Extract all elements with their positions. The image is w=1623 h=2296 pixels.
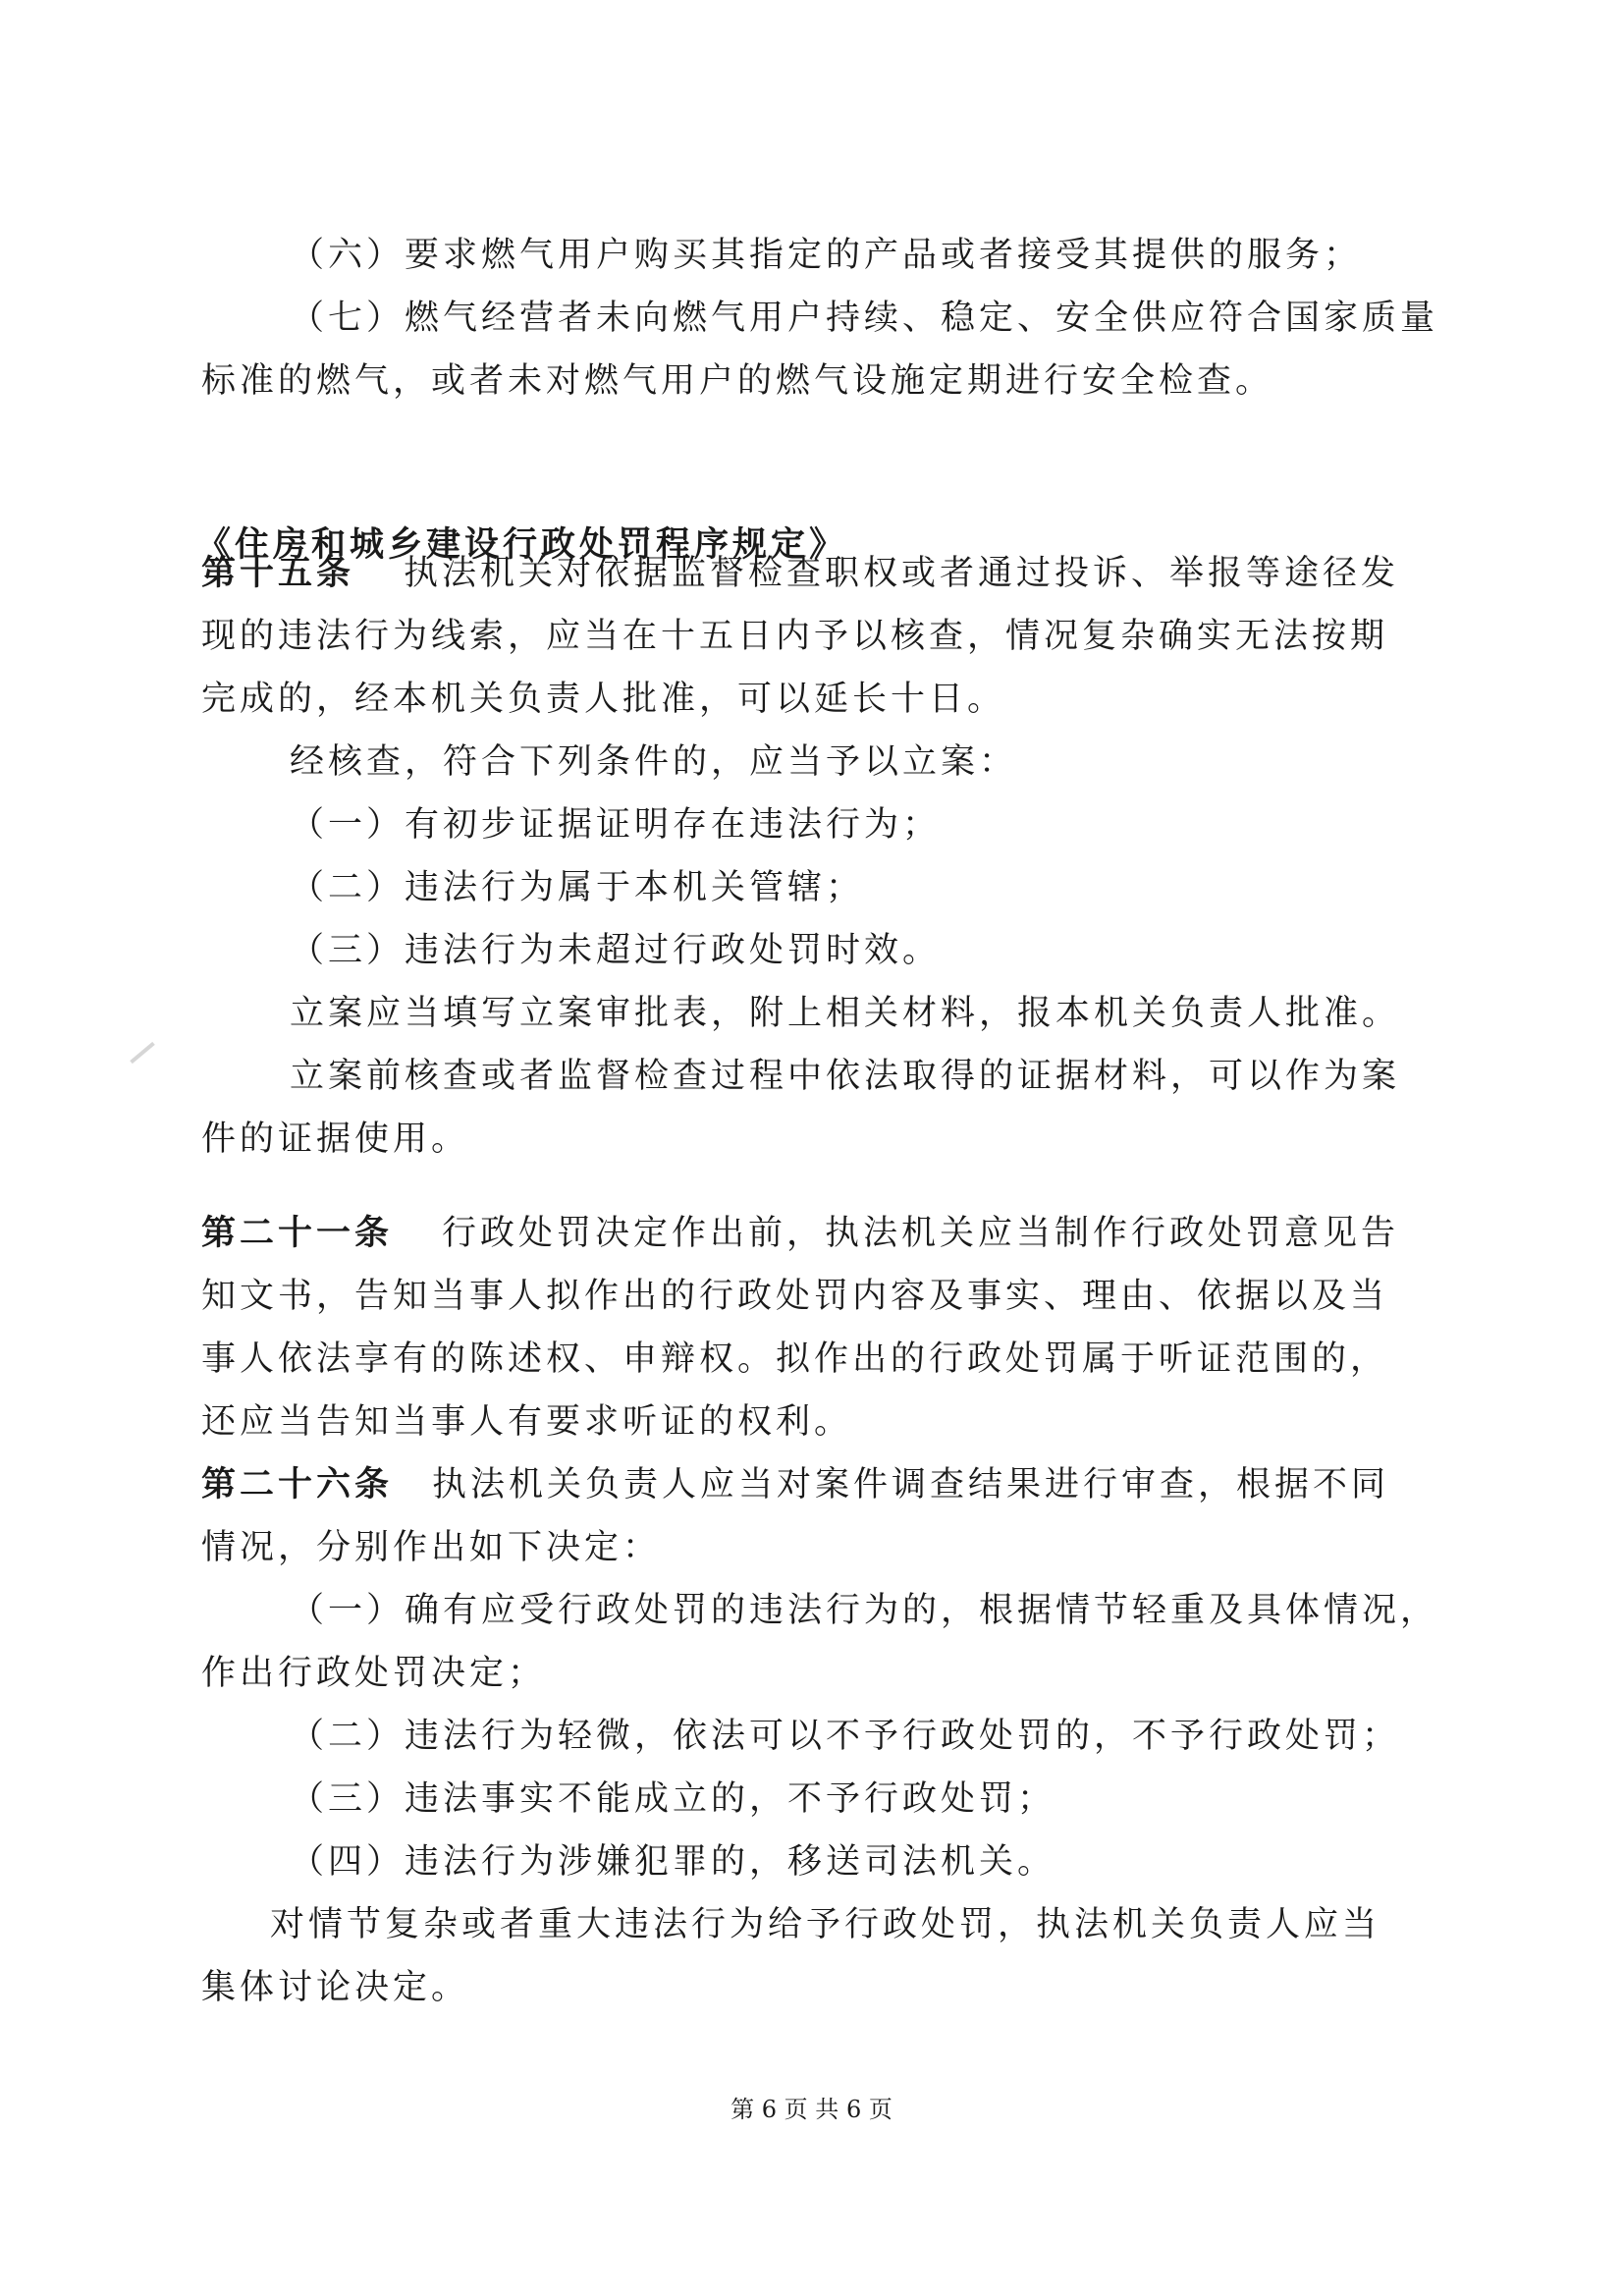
article-text: 行政处罚决定作出前，执法机关应当制作行政处罚意见告 — [442, 1214, 1400, 1253]
paragraph: 经核查，符合下列条件的，应当予以立案： — [290, 742, 1018, 782]
paragraph: 立案应当填写立案审批表，附上相关材料，报本机关负责人批准。 — [290, 994, 1401, 1033]
list-item: （三）违法行为未超过行政处罚时效。 — [290, 931, 942, 970]
article-15 — [201, 542, 1419, 1171]
paragraph: 对情节复杂或者重大违法行为给予行政处罚，执法机关负责人应当 — [270, 1905, 1381, 1944]
article-label: 第十五条 — [201, 553, 355, 593]
article-label: 第二十六条 — [201, 1464, 394, 1504]
article-text: 知文书，告知当事人拟作出的行政处罚内容及事实、理由、依据以及当 — [201, 1277, 1389, 1316]
page-footer: 第 6 页 共 6 页 — [730, 2096, 893, 2123]
article-26 — [201, 1453, 1439, 2019]
previous-section — [201, 224, 1439, 412]
list-item: （四）违法行为涉嫌犯罪的，移送司法机关。 — [290, 1842, 1056, 1882]
list-item: （六）要求燃气用户购买其指定的产品或者接受其提供的服务； — [290, 236, 1363, 275]
list-item: （二）违法行为属于本机关管辖； — [290, 868, 865, 907]
article-text: 现的违法行为线索，应当在十五日内予以核查，情况复杂确实无法按期 — [201, 617, 1389, 656]
article-text: 还应当告知当事人有要求听证的权利。 — [201, 1402, 853, 1442]
list-item-continuation: 标准的燃气，或者未对燃气用户的燃气设施定期进行安全检查。 — [201, 361, 1274, 401]
article-text: 执法机关负责人应当对案件调查结果进行审查，根据不同 — [432, 1465, 1390, 1504]
regulation-title: 《住房和城乡建设行政处罚程序规定》 — [196, 524, 848, 565]
list-item: （一）确有应受行政处罚的违法行为的，根据情节轻重及具体情况， — [290, 1591, 1439, 1630]
article-text: 情况，分别作出如下决定： — [201, 1528, 662, 1567]
article-text: 事人依法享有的陈述权、申辩权。拟作出的行政处罚属于听证范围的， — [201, 1339, 1389, 1379]
list-item: （七）燃气经营者未向燃气用户持续、稳定、安全供应符合国家质量 — [290, 299, 1439, 338]
list-item-continuation: 作出行政处罚决定； — [201, 1654, 547, 1693]
article-text: 完成的，经本机关负责人批准，可以延长十日。 — [201, 680, 1006, 719]
article-text: 执法机关对依据监督检查职权或者通过投诉、举报等途径发 — [404, 554, 1400, 593]
paragraph-continuation: 件的证据使用。 — [201, 1120, 470, 1159]
paragraph-continuation: 集体讨论决定。 — [201, 1968, 470, 2007]
list-item: （一）有初步证据证明存在违法行为； — [290, 805, 942, 845]
paragraph: 立案前核查或者监督检查过程中依法取得的证据材料，可以作为案 — [290, 1057, 1401, 1096]
scan-artifact — [130, 1042, 155, 1064]
article-label: 第二十一条 — [201, 1213, 394, 1253]
article-21 — [201, 1202, 1419, 1453]
list-item: （二）违法行为轻微，依法可以不予行政处罚的，不予行政处罚； — [290, 1717, 1401, 1756]
list-item: （三）违法事实不能成立的，不予行政处罚； — [290, 1779, 1056, 1819]
